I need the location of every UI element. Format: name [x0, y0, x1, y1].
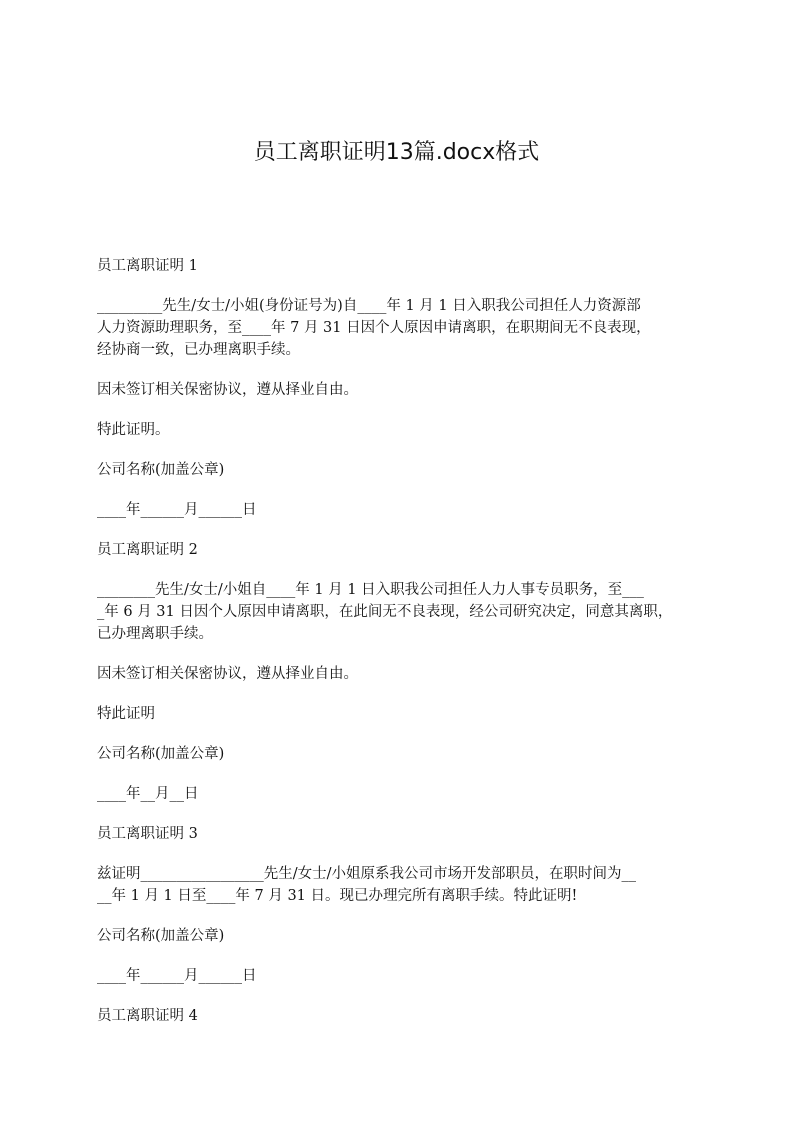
document-title: 员工离职证明13篇.docx格式 [253, 140, 540, 165]
company-name-line: 公司名称(加盖公章) [97, 746, 225, 762]
paragraph-line: 人力资源助理职务，至____年 7 月 31 日因个人原因申请离职，在职期间无不良表现， [97, 320, 651, 336]
company-name-line: 公司名称(加盖公章) [97, 462, 225, 478]
certificate-paragraph [97, 295, 722, 361]
section-heading: 员工离职证明 4 [97, 1008, 198, 1024]
certificate-paragraph [97, 579, 722, 645]
date-line: ____年__月__日 [97, 786, 199, 802]
company-name-line: 公司名称(加盖公章) [97, 928, 225, 944]
certificate-paragraph [97, 863, 722, 907]
paragraph-line: 兹证明_________________先生/女士/小姐原系我公司市场开发部职员，在职时间为__ [97, 866, 637, 882]
section-heading: 员工离职证明 3 [97, 826, 198, 842]
paragraph-line: __年 1 月 1 日至____年 7 月 31 日。现已办理完所有离职手续。特此证明! [97, 888, 578, 904]
certification-statement: 特此证明。 [97, 422, 170, 438]
paragraph-line: 经协商一致，已办理离职手续。 [97, 342, 300, 358]
certification-statement: 特此证明 [97, 706, 155, 722]
paragraph-line: _年 6 月 31 日因个人原因申请离职，在此间无不良表现，经公司研究决定，同意其离职， [97, 604, 673, 620]
date-line: ____年______月______日 [97, 968, 257, 984]
paragraph-line: ________先生/女士/小姐自____年 1 月 1 日入职我公司担任人力人事专员职务，至___ [97, 582, 644, 598]
confidentiality-note: 因未签订相关保密协议，遵从择业自由。 [97, 666, 358, 682]
date-line: ____年______月______日 [97, 502, 257, 518]
paragraph-line: 已办理离职手续。 [97, 626, 213, 642]
section-heading: 员工离职证明 2 [97, 542, 198, 558]
paragraph-line: _________先生/女士/小姐(身份证号为)自____年 1 月 1 日入职我公司担任人力资源部 [97, 298, 641, 314]
document-body [97, 255, 722, 1045]
confidentiality-note: 因未签订相关保密协议，遵从择业自由。 [97, 382, 358, 398]
section-heading: 员工离职证明 1 [97, 258, 198, 274]
